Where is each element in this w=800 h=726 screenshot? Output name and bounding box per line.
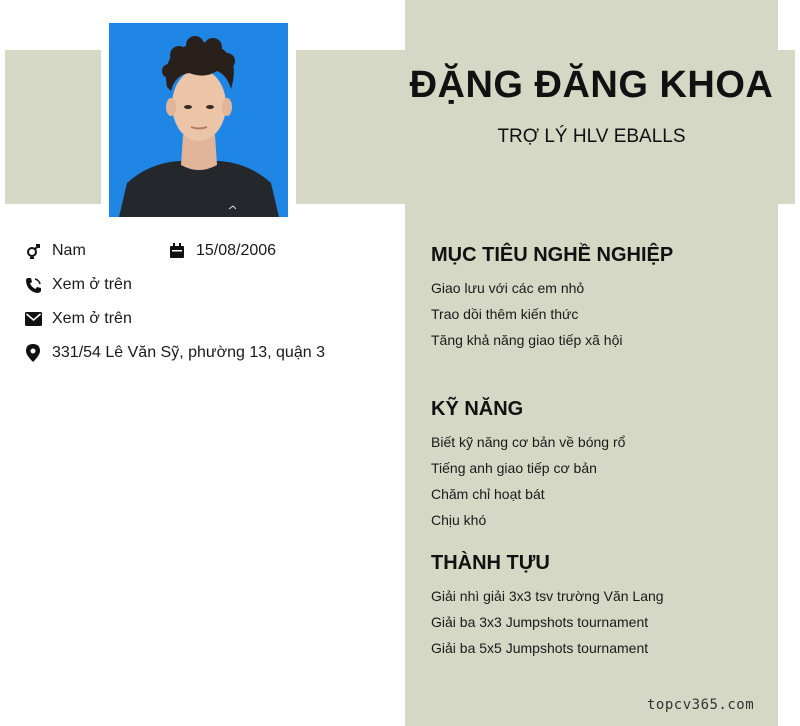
objective-item: Giao lưu với các em nhỏ xyxy=(431,280,585,296)
calendar-icon xyxy=(168,242,186,260)
email-icon xyxy=(24,310,42,328)
phone-icon xyxy=(24,276,42,294)
skill-item: Tiếng anh giao tiếp cơ bản xyxy=(431,460,597,476)
profile-photo xyxy=(109,23,288,217)
header-band-middle xyxy=(296,50,406,204)
achievements-title: THÀNH TỰU xyxy=(431,552,550,574)
birthdate-value: 15/08/2006 xyxy=(196,242,277,259)
achievement-item: Giải ba 5x5 Jumpshots tournament xyxy=(431,640,649,656)
skill-item: Chịu khó xyxy=(431,512,487,528)
watermark: topcv365.com xyxy=(647,697,755,713)
achievement-item: Giải ba 3x3 Jumpshots tournament xyxy=(431,614,649,630)
email-value: Xem ở trên xyxy=(52,310,132,327)
skills-title: KỸ NĂNG xyxy=(431,398,524,420)
address-row xyxy=(24,344,325,362)
objective-item: Tăng khả năng giao tiếp xã hội xyxy=(431,332,623,348)
candidate-name: ĐẶNG ĐĂNG KHOA xyxy=(409,64,774,106)
objective-title: MỤC TIÊU NGHỀ NGHIỆP xyxy=(431,244,674,266)
email-row xyxy=(24,310,132,328)
gender-icon xyxy=(24,242,42,260)
achievement-item: Giải nhì giải 3x3 tsv trường Văn Lang xyxy=(431,588,664,604)
objective-item: Trao dồi thêm kiến thức xyxy=(431,306,579,322)
skill-item: Chăm chỉ hoạt bát xyxy=(431,486,545,502)
phone-row xyxy=(24,276,132,294)
phone-value: Xem ở trên xyxy=(52,276,132,293)
birthdate-row xyxy=(168,242,276,260)
gender-row xyxy=(24,242,86,260)
header-band-left xyxy=(5,50,101,204)
candidate-role: TRỢ LÝ HLV EBALLS xyxy=(497,126,686,147)
header-band-right xyxy=(778,50,795,204)
gender-value: Nam xyxy=(52,242,86,259)
skill-item: Biết kỹ năng cơ bản về bóng rổ xyxy=(431,434,626,450)
location-icon xyxy=(24,344,42,362)
address-value: 331/54 Lê Văn Sỹ, phường 13, quận 3 xyxy=(52,344,325,361)
